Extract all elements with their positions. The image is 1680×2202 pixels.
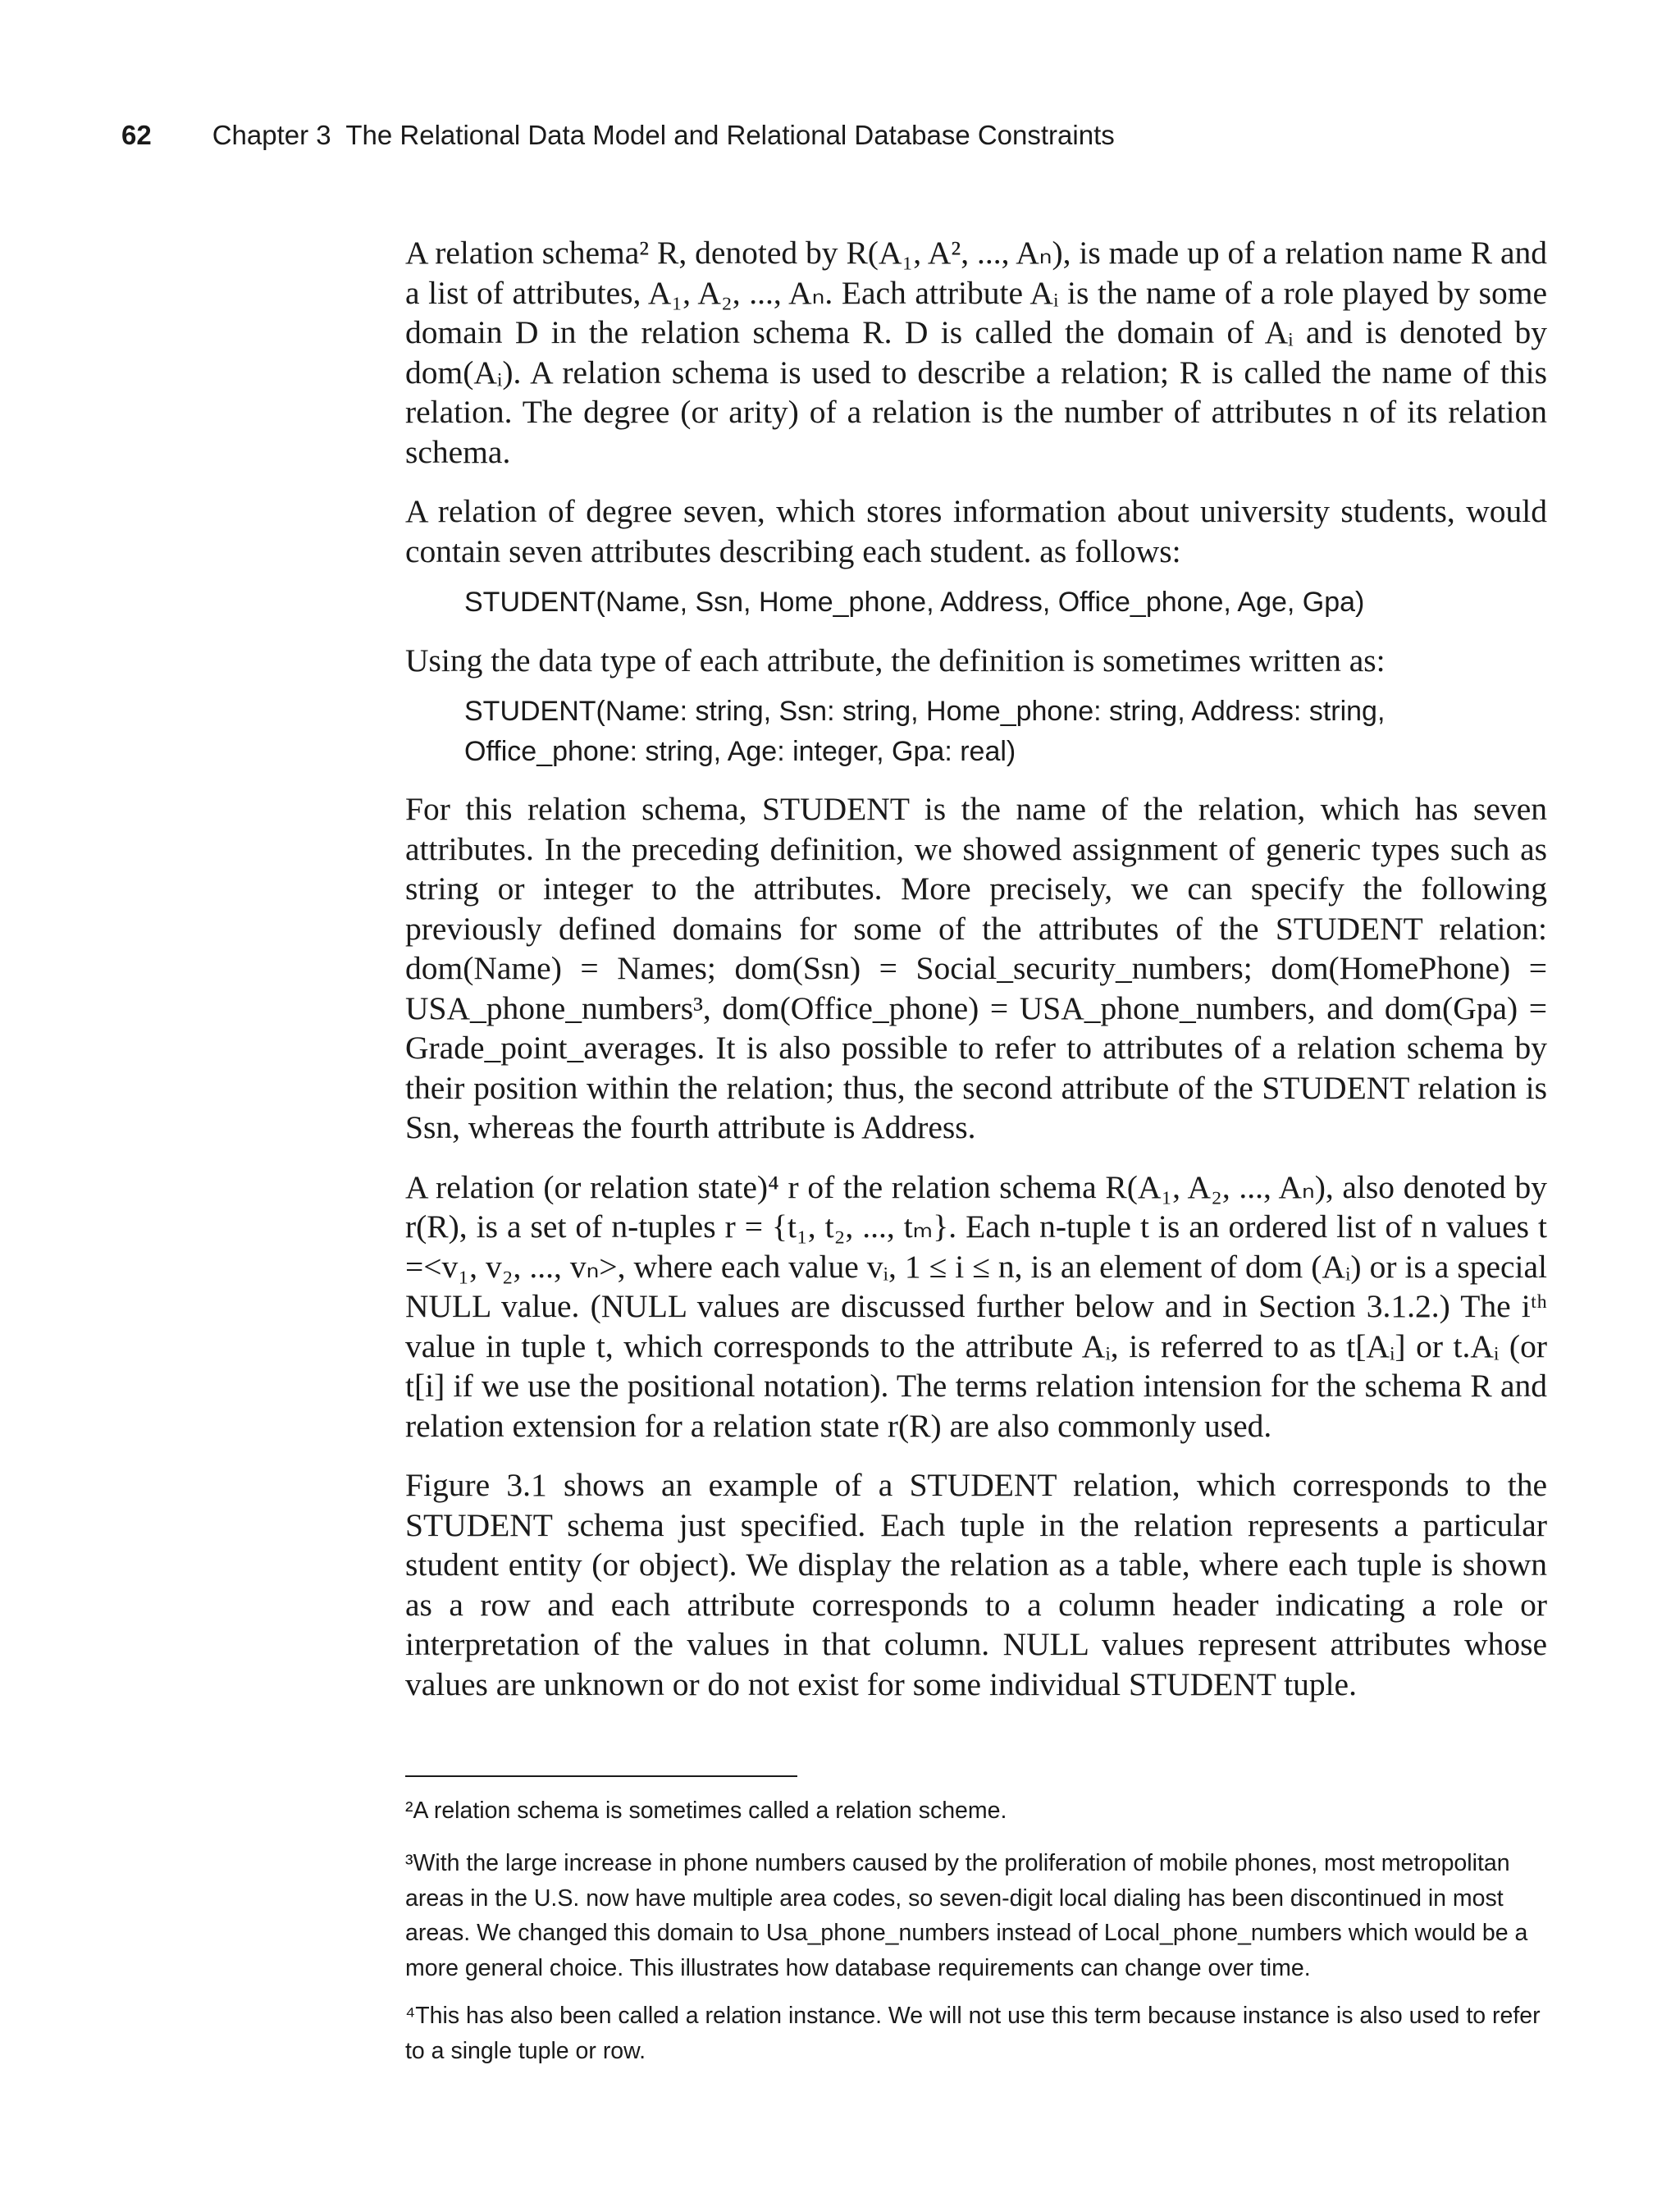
footnote-3: ³With the large increase in phone numbers caused by the proliferation of mobile phones, most metropolitan areas in the U.S. now have multiple area codes, so seven-digit local dialing has been discontinued in most areas. We changed this domain to Usa_phone_numbers instead of Local_phone_numbers which would be a more general choice. This illustrates how database requirements can change over time. <box>405 1850 1528 1981</box>
page-number: 62 <box>121 120 152 150</box>
footnote-4: ⁴This has also been called a relation instance. We will not use this term because instance is also used to refer to a single tuple or row. <box>405 2003 1541 2064</box>
paragraph-relation-schema: A relation schema² R, denoted by R(A₁, A², ..., Aₙ), is made up of a relation name R and a list of attributes, A₁, A₂, ..., Aₙ. Each attribute Aᵢ is the name of a role played by some domain D in the relation schema R. D is called the domain of Aᵢ and is denoted by dom(Aᵢ). A relation schema is used to describe a relation; R is called the name of this relation. The degree (or arity) of a relation is the number of attributes n of its relation schema. <box>405 235 1547 470</box>
running-title: Chapter 3 The Relational Data Model and Relational Database Constraints <box>212 120 1115 150</box>
paragraph-data-type: Using the data type of each attribute, the definition is sometimes written as: <box>405 642 1386 678</box>
footnote-divider <box>405 1775 797 1777</box>
code-student-schema: STUDENT(Name, Ssn, Home_phone, Address, Office_phone, Age, Gpa) <box>464 587 1365 618</box>
paragraph-domains: For this relation schema, STUDENT is the name of the relation, which has seven attributes. In the preceding definition, we showed assignment of generic types such as string or integer to the attributes. More precisely, we can specify the following previously defined domains for some of the attributes of the STUDENT relation: dom(Name) = Names; dom(Ssn) = Social_security_numbers; dom(HomePhone) = USA_phone_numbers³, dom(Office_phone) = USA_phone_numbers, and dom(Gpa) = Grade_point_averages. It is also possible to refer to attributes of a relation schema by their position within the relation; thus, the second attribute of the STUDENT relation is Ssn, whereas the fourth attribute is Address. <box>405 791 1547 1145</box>
running-header <box>121 120 1115 151</box>
code-student-typed-schema: STUDENT(Name: string, Ssn: string, Home_phone: string, Address: string, Office_phone: string, Age: integer, Gpa: real) <box>464 696 1386 767</box>
paragraph-relation-state: A relation (or relation state)⁴ r of the relation schema R(A₁, A₂, ..., Aₙ), also denoted by r(R), is a set of n-tuples r = {t₁, t₂, ..., tₘ}. Each n-tuple t is an ordered list of n values t =<v₁, v₂, ..., vₙ>, where each value vᵢ, 1 ≤ i ≤ n, is an element of dom (Aᵢ) or is a special NULL value. (NULL values are discussed further below and in Section 3.1.2.) The iᵗʰ value in tuple t, which corresponds to the attribute Aᵢ, is referred to as t[Aᵢ] or t.Aᵢ (or t[i] if we use the positional notation). The terms relation intension for the schema R and relation extension for a relation state r(R) are also commonly used. <box>405 1168 1547 1444</box>
paragraph-degree-seven: A relation of degree seven, which stores information about university students, would contain seven attributes describing each student. as follows: <box>405 493 1547 569</box>
footnote-2: ²A relation schema is sometimes called a relation scheme. <box>405 1798 1007 1824</box>
paragraph-figure-reference: Figure 3.1 shows an example of a STUDENT relation, which corresponds to the STUDENT schema just specified. Each tuple in the relation represents a particular student entity (or object). We display the relation as a table, where each tuple is shown as a row and each attribute corresponds to a column header indicating a role or interpretation of the values in that column. NULL values represent attributes whose values are unknown or do not exist for some individual STUDENT tuple. <box>405 1467 1547 1702</box>
body-text <box>405 233 1547 1724</box>
